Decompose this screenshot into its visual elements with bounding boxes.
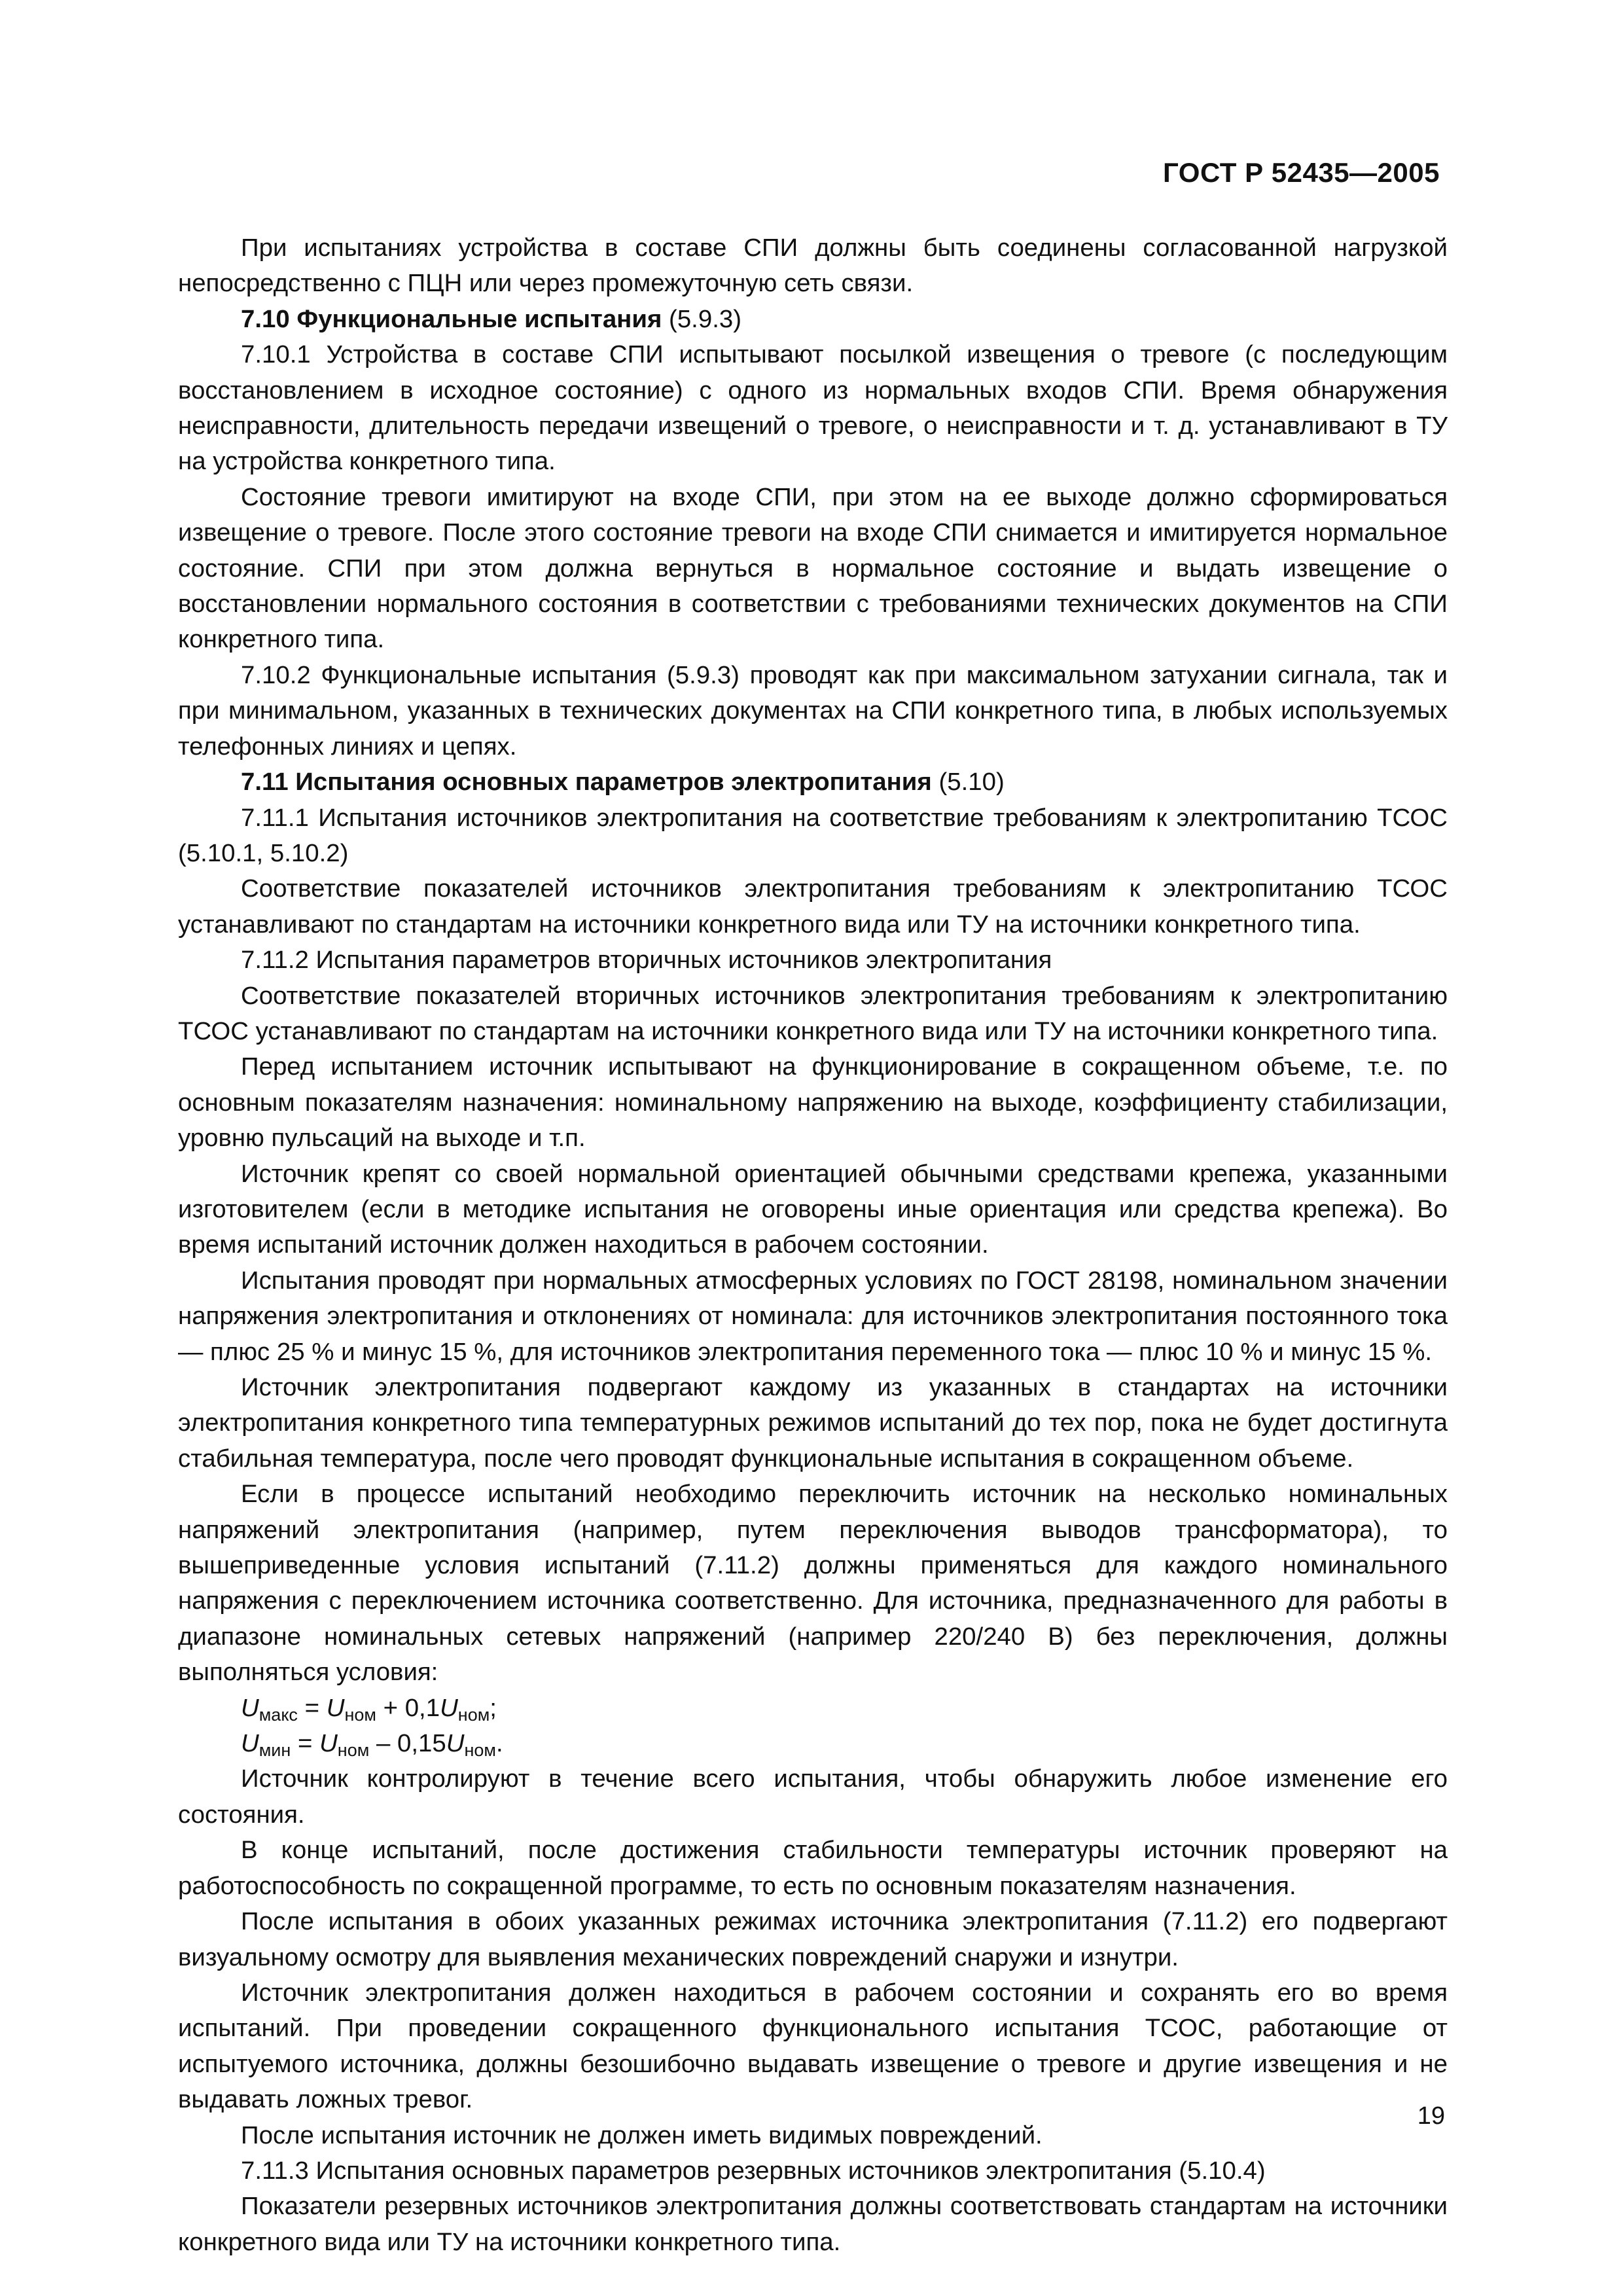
paragraph: Соответствие показателей источников электропитания требованиям к электропитанию ТСОС устанавливают по стандартам на источники конкретного вида или ТУ на источники конкретного типа. (178, 874, 1448, 939)
formula-operator: = (291, 1729, 320, 1758)
formula-terminator: ; (490, 1693, 497, 1722)
formula-variable: U (440, 1693, 458, 1722)
formula-operator: + 0,1 (376, 1693, 440, 1722)
paragraph: Состояние тревоги имитируют на входе СПИ, при этом на ее выходе должно сформироваться извещение о тревоге. После этого состояние тревоги на входе СПИ снимается и имитируется нормальное состояние. СПИ при этом должна вернуться в нормальное состояние и выдать извещение о восстановлении нормального состояния в соответствии с требованиями технических документов на СПИ конкретного типа. (178, 482, 1448, 654)
paragraph: При испытаниях устройства в составе СПИ должны быть соединены согласованной нагрузкой непосредственно с ПЦН или через промежуточную сеть связи. (178, 234, 1448, 298)
formula-variable: U (241, 1729, 259, 1758)
formula-operator: – 0,15 (369, 1729, 446, 1758)
formula-subscript: мин (259, 1740, 291, 1761)
clause-7-11-2: 7.11.2 Испытания параметров вторичных источников электропитания (241, 946, 1052, 975)
paragraph: Источник крепят со своей нормальной ориентацией обычными средствами крепежа, указанными изготовителем (если в методике испытания не оговорены иные ориентация или средства крепежа). Во время испытаний источник должен находиться в рабочем состоянии. (178, 1159, 1448, 1259)
clause-7-11-1: 7.11.1 Испытания источников электропитания на соответствие требованиям к электропитанию ТСОС (5.10.1, 5.10.2) (178, 803, 1448, 867)
formula-variable: U (319, 1729, 338, 1758)
section-reference: (5.9.3) (662, 304, 741, 333)
formula-u-max (178, 1691, 1448, 1726)
formula-operator: = (297, 1693, 327, 1722)
clause-7-11-3: 7.11.3 Испытания основных параметров резервных источников электропитания (5.10.4) (241, 2156, 1266, 2185)
formula-u-min (178, 1726, 1448, 1761)
section-title: Функциональные испытания (296, 304, 662, 333)
formula-variable: U (241, 1693, 259, 1722)
paragraph: В конце испытаний, после достижения стабильности температуры источник проверяют на работоспособность по сокращенной программе, то есть по основным показателям назначения. (178, 1836, 1448, 1900)
formula-subscript: макс (259, 1704, 298, 1725)
paragraph: Перед испытанием источник испытывают на функционирование в сокращенном объеме, т.е. по основным показателям назначения: номинальному напряжению на выходе, коэффициенту стабилизации, уровню пульсаций на выходе и т.п. (178, 1052, 1448, 1153)
section-number: 7.11 (241, 768, 289, 797)
formula-subscript: ном (464, 1740, 496, 1761)
paragraph: Источник контролируют в течение всего испытания, чтобы обнаружить любое изменение его состояния. (178, 1765, 1448, 1829)
section-reference: (5.10) (931, 768, 1005, 797)
standard-header: ГОСТ Р 52435—2005 (1163, 157, 1440, 188)
section-title: Испытания основных параметров электропитания (295, 768, 932, 797)
paragraph: Источник электропитания подвергают каждому из указанных в стандартах на источники электропитания конкретного типа температурных режимов испытаний до тех пор, пока не будет достигнута стабильная температура, после чего проводят функциональные испытания в сокращенном объеме. (178, 1373, 1448, 1473)
paragraph: После испытания источник не должен иметь видимых повреждений. (241, 2121, 1043, 2149)
section-heading-7-11 (178, 764, 1448, 800)
paragraph: Показатели резервных источников электропитания должны соответствовать стандартам на источники конкретного вида или ТУ на источники конкретного типа. (178, 2192, 1448, 2256)
paragraph: Источник электропитания должен находиться в рабочем состоянии и сохранять его во время испытаний. При проведении сокращенного функционального испытания ТСОС, работающие от испытуемого источника, должны безошибочно выдавать извещение о тревоге и другие извещения и не выдавать ложных тревог. (178, 1978, 1448, 2114)
paragraph: После испытания в обоих указанных режимах источника электропитания (7.11.2) его подвергают визуальному осмотру для выявления механических повреждений снаружи и изнутри. (178, 1907, 1448, 1971)
paragraph: Испытания проводят при нормальных атмосферных условиях по ГОСТ 28198, номинальном значении напряжения электропитания и отклонениях от номинала: для источников электропитания постоянного тока — плюс 25 % и минус 15 %, для источников электропитания переменного тока — плюс 10 % и минус 15 %. (178, 1266, 1448, 1366)
formula-variable: U (326, 1693, 345, 1722)
formula-subscript: ном (457, 1704, 490, 1725)
clause-7-10-1: 7.10.1 Устройства в составе СПИ испытывают посылкой извещения о тревоге (с последующим восстановлением в исходное состояние) с одного из нормальных входов СПИ. Время обнаружения неисправности, длительность передачи извещений о тревоге, о неисправности и т. д. устанавливают в ТУ на устройства конкретного типа. (178, 340, 1448, 476)
document-body (178, 230, 1448, 2260)
section-number: 7.10 (241, 304, 290, 333)
paragraph: Если в процессе испытаний необходимо переключить источник на несколько номинальных напряжений электропитания (например, путем переключения выводов трансформатора), то вышеприведенные условия испытаний (7.11.2) должны применяться для каждого номинального напряжения с переключением источника соответственно. Для источника, предназначенного для работы в диапазоне номинальных сетевых напряжений (например 220/240 В) без переключения, должны выполняться условия: (178, 1480, 1448, 1687)
section-heading-7-10 (178, 302, 1448, 337)
paragraph: Соответствие показателей вторичных источников электропитания требованиям к электропитанию ТСОС устанавливают по стандартам на источники конкретного вида или ТУ на источники конкретного типа. (178, 981, 1448, 1045)
formula-variable: U (446, 1729, 465, 1758)
clause-7-10-2: 7.10.2 Функциональные испытания (5.9.3) проводят как при максимальном затухании сигнала, так и при минимальном, указанных в технических документах на СПИ конкретного типа, в любых используемых телефонных линиях и цепях. (178, 660, 1448, 761)
page-number: 19 (1417, 2102, 1445, 2130)
formula-terminator: . (495, 1729, 503, 1758)
formula-subscript: ном (344, 1704, 376, 1725)
formula-subscript: ном (337, 1740, 370, 1761)
